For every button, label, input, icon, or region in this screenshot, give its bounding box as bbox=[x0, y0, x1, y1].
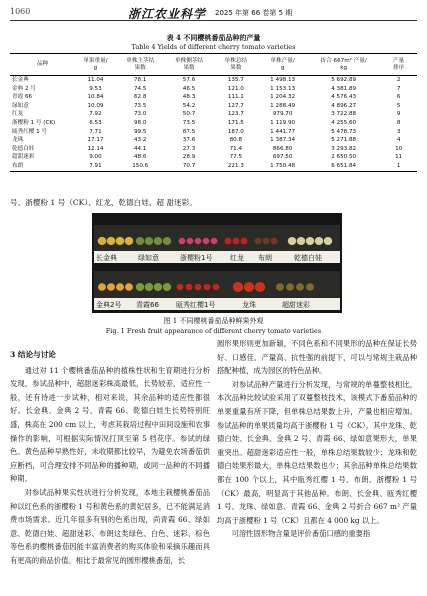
table-cell: 11 bbox=[395, 154, 403, 161]
table-cell: 1 441.77 bbox=[270, 128, 296, 135]
table-cell: 6 bbox=[396, 94, 401, 101]
table-row bbox=[10, 102, 417, 111]
table-caption-cn: 表 4 不同樱桃番茄品种的产量 bbox=[166, 33, 261, 42]
tomato-fruit bbox=[211, 238, 218, 244]
table-cell: 10.09 bbox=[87, 102, 104, 109]
tomato-fruit bbox=[136, 283, 144, 291]
table-cell: 9.00 bbox=[89, 154, 102, 161]
table-cell: 3 722.88 bbox=[331, 111, 357, 118]
table-row bbox=[10, 145, 417, 154]
table-cell: 11.04 bbox=[87, 77, 104, 83]
continued-text: 号、浙樱粉 1 号（CK）、红龙、乾德白娃、超 甜迷彩。 bbox=[10, 198, 197, 207]
table-cell: 48.6 bbox=[133, 154, 147, 161]
table-cell: 71.4 bbox=[229, 145, 243, 152]
tomato-fruit bbox=[186, 284, 193, 290]
table-cell: 28.9 bbox=[182, 154, 196, 161]
tomato-fruit bbox=[98, 283, 106, 291]
table-row bbox=[10, 153, 417, 162]
tomato-fruit bbox=[177, 284, 184, 290]
right-column bbox=[217, 337, 417, 541]
tomato-fruit bbox=[154, 237, 162, 245]
table-cell: 4 255.60 bbox=[331, 119, 357, 126]
tomato-photo bbox=[92, 213, 342, 313]
table-cell: 5 692.89 bbox=[331, 77, 357, 83]
table-row bbox=[10, 162, 417, 171]
left-column bbox=[10, 348, 210, 568]
table-cell: 6.53 bbox=[89, 119, 102, 126]
table-cell: 7.71 bbox=[89, 128, 102, 135]
tomato-fruit bbox=[145, 237, 153, 245]
table-cell: 1 153.13 bbox=[270, 85, 296, 92]
table-cell: 6 651.84 bbox=[307, 162, 380, 171]
variety-name-cell: 浙樱粉 1 号 (CK) bbox=[12, 119, 56, 126]
section-heading: 3 结论与讨论 bbox=[10, 350, 56, 359]
tomato-fruit bbox=[154, 283, 162, 291]
table-cell: 5 bbox=[396, 102, 401, 109]
table-cell: 3 293.82 bbox=[331, 145, 357, 152]
table-cell: 866.80 bbox=[272, 145, 293, 152]
tomato-fruit bbox=[163, 283, 171, 291]
photo-label: 瓯秀红樱1号 bbox=[176, 301, 216, 309]
table-cell: 10 bbox=[395, 145, 403, 152]
paragraph: 对参试品种产量进行分析发现，与常规的单蔓整枝相比，本次品种比较试验采用了双蔓整枝技术，该模式下番茄品种的单果重量有所下降，但单株总结果数上升，产量也相应增加。参试品种的单果质量均高于浙樱粉 1 号（CK），其中龙珠、乾德白娃、长金典、金典 2 号、青霞 66、绿如意果形大，单果重突出。超甜迷彩适应性一般，单株总结果数较少；龙珠和乾德白娃果形最大，单株总结果数也少；其余品种单株总结果数都在 100 个以上，其中瓯秀红樱 1 号、布朗、浙樱粉 1 号（CK）最高，明显高于其他品种。布朗、长金典、瓯秀红樱 1 号、龙珠、绿如意、青霞 66、金典 2 号折合 667 m² 产量均高于浙樱粉 1 号（CK）且都在 4 000 kg 以上。 bbox=[217, 379, 417, 525]
table-cell: 1 750.48 bbox=[258, 162, 307, 171]
table-cell: 2 bbox=[396, 77, 401, 83]
photo-label: 青霞66 bbox=[136, 301, 159, 309]
tomato-fruit bbox=[136, 237, 144, 245]
photo-label: 布朗 bbox=[258, 254, 272, 262]
tomato-fruit bbox=[107, 283, 115, 291]
table-cell: 10.84 bbox=[87, 94, 104, 101]
variety-name-cell: 绿如意 bbox=[12, 102, 29, 109]
table-cell: 111.1 bbox=[227, 94, 244, 101]
tomato-fruit bbox=[163, 237, 171, 245]
tomato-fruit bbox=[271, 238, 278, 245]
variety-name-cell: 龙珠 bbox=[12, 137, 24, 144]
variety-name-cell: 超甜迷彩 bbox=[12, 154, 35, 161]
table-cell: 4 576.43 bbox=[331, 94, 357, 101]
col-header: 单株主茎结 果数 bbox=[116, 54, 165, 76]
photo-label: 浙樱粉1号 bbox=[180, 254, 213, 262]
table-cell: 73.5 bbox=[133, 102, 147, 109]
table-cell: 150.6 bbox=[116, 162, 165, 171]
tomato-fruit bbox=[116, 237, 125, 245]
variety-name-cell: 金典 2 号 bbox=[12, 85, 36, 92]
figure-caption-en: Fig. 1 Fresh fruit appearance of different cherry tomato varieties bbox=[105, 327, 322, 335]
table-cell: 979.70 bbox=[272, 111, 293, 118]
table-cell: 73.0 bbox=[133, 111, 147, 118]
table-cell: 12.14 bbox=[87, 145, 104, 152]
photo-label: 龙珠 bbox=[242, 301, 256, 309]
table-cell: 1 498.13 bbox=[270, 77, 296, 83]
table-row bbox=[10, 76, 417, 85]
tomato-fruit bbox=[107, 237, 116, 245]
col-header: 单果重量/ g bbox=[75, 54, 116, 76]
photo-label: 绿如意 bbox=[138, 254, 159, 262]
tomato-fruit bbox=[324, 237, 332, 245]
tomato-fruit bbox=[213, 284, 220, 290]
table-cell: 3 bbox=[396, 128, 401, 135]
table-cell: 221.3 bbox=[213, 162, 258, 171]
col-header: 产量 排序 bbox=[380, 54, 417, 76]
table-cell: 5 478.73 bbox=[331, 128, 357, 135]
tomato-fruit bbox=[187, 238, 194, 244]
table-cell: 87.5 bbox=[182, 128, 196, 135]
tomato-fruit bbox=[241, 238, 248, 245]
table-cell: 43.2 bbox=[133, 137, 147, 144]
tomato-fruit bbox=[306, 283, 314, 291]
col-header: 单株侧茎结 果数 bbox=[165, 54, 214, 76]
tomato-fruit bbox=[179, 238, 186, 244]
tomato-fruit bbox=[296, 283, 304, 291]
table-cell: 5 271.88 bbox=[331, 137, 357, 144]
table-cell: 697.50 bbox=[272, 154, 293, 161]
paragraph: 对参试品种果实性状进行分析发现，本地主栽樱桃番茄品种以红色系的浙樱粉 1 号和黄色系的黄妃居多，已不能满足消费市场需求。近几年很多有别的色系出现，尚青霞 66、绿如意、乾德白娃、超甜迷彩、布朗这类绿色、白色、迷彩、棕色等色系的樱桃番茄因能丰富消费者的购买体验和采摘乐趣而具有更高的商品价值。相比于最常见的圆形樱桃番茄，长 bbox=[10, 487, 210, 565]
variety-name-cell: 青霞 66 bbox=[12, 94, 33, 101]
table-cell: 7 bbox=[396, 85, 401, 92]
table-cell: 171.5 bbox=[227, 119, 244, 126]
tomato-fruit bbox=[204, 284, 211, 290]
table-cell: 46.5 bbox=[182, 85, 196, 92]
table-header-row bbox=[10, 54, 417, 76]
table-cell: 2 650.50 bbox=[331, 154, 357, 161]
table-cell: 37.6 bbox=[182, 137, 196, 144]
figure-caption-cn: 图 1 不同樱桃番茄品种鲜果外观 bbox=[163, 317, 264, 325]
tomato-fruit bbox=[255, 238, 262, 245]
table-cell: 1 288.49 bbox=[270, 102, 296, 109]
tomato-fruit bbox=[195, 238, 202, 244]
table-cell: 77.5 bbox=[229, 154, 243, 161]
tomato-fruit bbox=[195, 284, 202, 290]
table-cell: 1 204.32 bbox=[270, 94, 296, 101]
variety-name-cell: 长金典 bbox=[12, 77, 29, 83]
col-header: 单株总结 果数 bbox=[213, 54, 258, 76]
table-cell: 73.5 bbox=[182, 119, 196, 126]
photo-label: 长金典 bbox=[96, 254, 117, 262]
table-row bbox=[10, 136, 417, 145]
table-cell: 98.0 bbox=[133, 119, 147, 126]
table-cell: 4 381.89 bbox=[331, 85, 357, 92]
table-row bbox=[10, 85, 417, 94]
tomato-fruit bbox=[233, 282, 243, 292]
variety-name-cell: 布朗 bbox=[10, 162, 75, 171]
paragraph: 圆形果形则更加新颖，不同色系和不同果形的品种在保证长势好、口感佳、产量高、抗性强的前提下，可以与常规主栽品种搭配种植，成为园区的特色品种。 bbox=[217, 339, 417, 376]
tomato-fruit bbox=[288, 237, 296, 245]
table-cell: 123.7 bbox=[227, 111, 244, 118]
table-cell: 80.8 bbox=[229, 137, 243, 144]
table-cell: 54.2 bbox=[182, 102, 196, 109]
table-cell: 4 896.27 bbox=[331, 102, 357, 109]
photo-label: 超甜迷彩 bbox=[282, 301, 310, 309]
table-row bbox=[10, 119, 417, 128]
table-cell: 27.3 bbox=[182, 145, 196, 152]
table-cell: 62.8 bbox=[133, 94, 147, 101]
table-cell: 9.53 bbox=[89, 85, 102, 92]
paragraph: 通过对 11 个樱桃番茄品种的植株性状和生育期进行分析发现，参试品种中，超甜迷彩株高最低，长势较差，适应性一般，还有待进一步试种，相对来说，其余品种的适应性都很好。长金典、金典 2 号、青霞 66、乾德白娃生长势特别旺盛，株高在 200 cm 以上，考虑其栽培过程中田间设施和农事操作的影响，可根据实际情况打顶至第 5 档花序。参试的绿色、黄色品种早熟性好，未收期都比较早，为避免农场番茄供应断档，可合理安排不同品种的播种期，或同一品种的不同播种期。 bbox=[10, 365, 210, 484]
table-cell: 78.1 bbox=[133, 77, 147, 83]
table-cell: 50.7 bbox=[182, 111, 196, 118]
header-rule bbox=[10, 20, 417, 21]
col-header: 品种 bbox=[10, 54, 75, 76]
table-cell: 1 387.34 bbox=[270, 137, 296, 144]
yield-table bbox=[10, 53, 417, 172]
tomato-fruit bbox=[98, 237, 107, 245]
tomato-fruit bbox=[255, 282, 265, 292]
table-cell: 99.5 bbox=[133, 128, 147, 135]
tomato-fruit bbox=[297, 237, 305, 245]
table-cell: 135.7 bbox=[227, 77, 244, 83]
photo-label: 金典2号 bbox=[96, 301, 122, 309]
issue-info: 2025 年第 66 卷第 5 期 bbox=[215, 9, 293, 17]
tomato-fruit bbox=[276, 283, 284, 291]
photo-label: 红龙 bbox=[230, 254, 244, 262]
tomato-fruit bbox=[116, 283, 124, 291]
paragraph: 可溶性固形物含量是评价番茄口感的重要指 bbox=[231, 529, 371, 539]
tomato-fruit bbox=[233, 238, 240, 245]
tomato-fruit bbox=[125, 283, 133, 291]
table-cell: 4 bbox=[396, 137, 401, 144]
table-row bbox=[10, 93, 417, 102]
tomato-fruit bbox=[203, 238, 210, 244]
variety-name-cell: 红龙 bbox=[12, 111, 24, 118]
table-cell: 9 bbox=[396, 111, 401, 118]
table-row bbox=[10, 128, 417, 137]
tomato-fruit bbox=[125, 237, 134, 245]
tomato-fruit bbox=[286, 283, 294, 291]
variety-name-cell: 瓯秀红樱 1 号 bbox=[12, 128, 48, 135]
col-header: 折合 667m² 产量/ kg bbox=[307, 54, 380, 76]
table-cell: 8 bbox=[396, 119, 401, 126]
table-cell: 127.7 bbox=[227, 102, 244, 109]
table-cell: 187.0 bbox=[227, 128, 244, 135]
col-header: 单株产量/ g bbox=[258, 54, 307, 76]
table-cell: 48.3 bbox=[182, 94, 196, 101]
page-number: 1060 bbox=[10, 7, 31, 16]
table-cell: 44.1 bbox=[133, 145, 147, 152]
table-row bbox=[10, 110, 417, 119]
table-cell: 74.5 bbox=[133, 85, 147, 92]
photo-label: 乾德白娃 bbox=[294, 254, 322, 262]
table-cell: 57.6 bbox=[182, 77, 196, 83]
table-cell: 121.0 bbox=[227, 85, 244, 92]
journal-title: 浙江农业科学 bbox=[128, 7, 207, 21]
tomato-fruit bbox=[244, 282, 254, 292]
table-cell: 1 119.90 bbox=[270, 119, 296, 126]
tomato-fruit bbox=[263, 238, 270, 245]
variety-name-cell: 乾德白娃 bbox=[12, 145, 35, 152]
tomato-fruit bbox=[315, 237, 323, 245]
table-caption-en: Table 4 Yields of different cherry tomato varieties bbox=[131, 43, 296, 51]
table-cell: 7.91 bbox=[75, 162, 116, 171]
tomato-fruit bbox=[145, 283, 153, 291]
table-cell: 70.7 bbox=[165, 162, 214, 171]
tomato-fruit bbox=[306, 237, 314, 245]
table-cell: 1 bbox=[380, 162, 417, 171]
table-cell: 17.17 bbox=[87, 137, 104, 144]
tomato-fruit bbox=[225, 238, 232, 245]
table-cell: 7.92 bbox=[89, 111, 102, 118]
